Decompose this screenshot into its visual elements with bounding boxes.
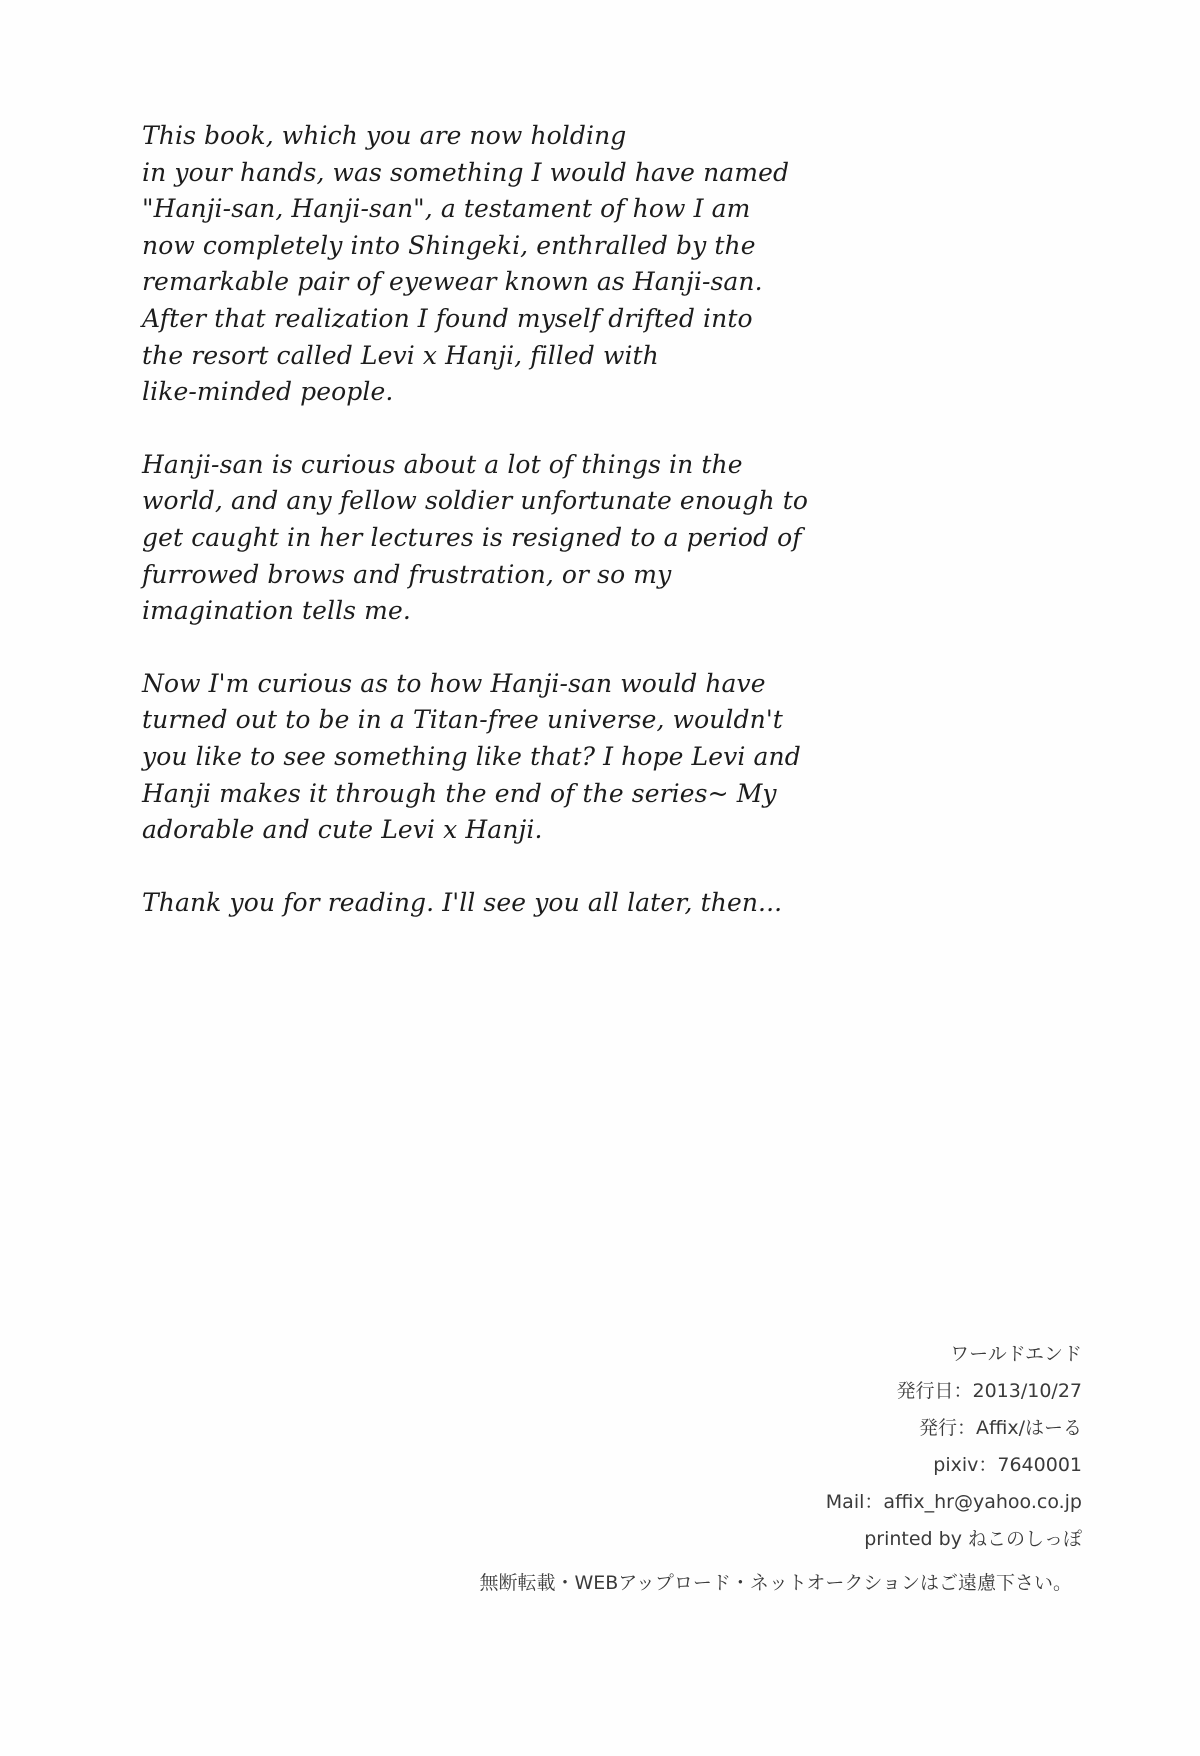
- text-line: the resort called Levi x Hanji, filled with: [142, 340, 659, 370]
- text-line: get caught in her lectures is resigned to a period of: [142, 522, 802, 552]
- text-line: This book, which you are now holding: [142, 121, 627, 150]
- text-line: adorable and cute Levi x Hanji.: [142, 815, 543, 845]
- text-line: "Hanji-san, Hanji-san", a testament of how I am: [142, 194, 751, 224]
- text-line: like-minded people.: [142, 377, 394, 407]
- colophon-title: ワールドエンド: [950, 1343, 1082, 1365]
- paragraph-3: [142, 666, 801, 849]
- text-line: Hanji makes it through the end of the series~ My: [142, 778, 777, 808]
- text-line: now completely into Shingeki, enthralled by the: [142, 230, 756, 260]
- text-line: Thank you for reading. I'll see you all later, then...: [142, 887, 783, 917]
- text-line: you like to see something like that? I hope Levi and: [142, 741, 801, 771]
- paragraph-2: [142, 447, 809, 630]
- text-line: world, and any fellow soldier unfortunate enough to: [142, 486, 809, 516]
- text-line: Hanji-san is curious about a lot of things in the: [142, 449, 743, 479]
- copyright-notice: 無断転載・WEBアップロード・ネットオークションはご遠慮下さい。: [479, 1572, 1072, 1594]
- text-line: in your hands, was something I would have named: [142, 157, 790, 187]
- colophon-date: 発行日：2013/10/27: [896, 1380, 1082, 1402]
- paragraph-1: [142, 118, 790, 411]
- text-line: furrowed brows and frustration, or so my: [142, 559, 672, 589]
- paragraph-4: [142, 885, 782, 922]
- colophon-mail: Mail：affix_hr@yahoo.co.jp: [825, 1491, 1082, 1513]
- text-line: Now I'm curious as to how Hanji-san would have: [142, 668, 766, 698]
- text-line: After that realization I found myself drifted into: [142, 303, 753, 333]
- text-line: imagination tells me.: [142, 596, 411, 626]
- afterword-letter: [142, 118, 809, 957]
- colophon-pixiv: pixiv：7640001: [933, 1454, 1082, 1476]
- colophon-publisher: 発行：Affix/はーる: [918, 1417, 1082, 1439]
- text-line: remarkable pair of eyewear known as Hanji-san.: [142, 267, 763, 297]
- colophon: [826, 1336, 1082, 1558]
- text-line: turned out to be in a Titan-free universe, wouldn't: [142, 705, 783, 735]
- colophon-printer: printed by ねこのしっぽ: [864, 1528, 1082, 1550]
